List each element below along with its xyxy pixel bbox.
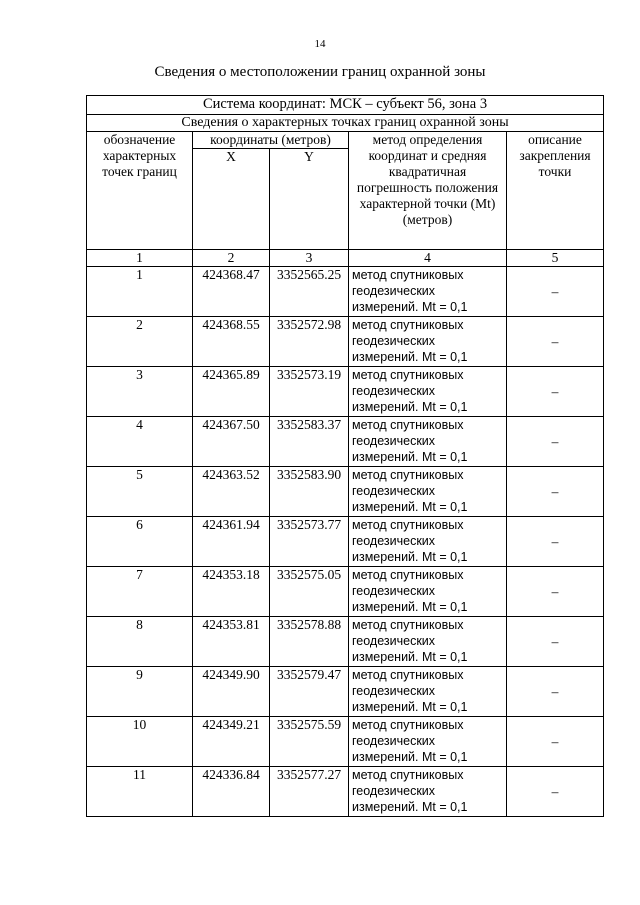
method-cell: метод спутниковых геодезических измерений. Mt = 0,1	[349, 667, 507, 717]
x-coordinate-cell: 424336.84	[193, 767, 270, 817]
table-row	[87, 767, 604, 817]
table-row	[87, 417, 604, 467]
point-number-cell: 8	[87, 617, 193, 667]
header-y: Y	[270, 149, 349, 250]
table-row	[87, 367, 604, 417]
method-cell: метод спутниковых геодезических измерений. Mt = 0,1	[349, 467, 507, 517]
method-cell: метод спутниковых геодезических измерений. Mt = 0,1	[349, 567, 507, 617]
point-number-cell: 1	[87, 267, 193, 317]
header-method: метод определения координат и средняя квадратичная погрешность положения характерной точки (Мt) (метров)	[349, 132, 507, 250]
y-coordinate-cell: 3352583.90	[270, 467, 349, 517]
y-coordinate-cell: 3352575.05	[270, 567, 349, 617]
x-coordinate-cell: 424353.81	[193, 617, 270, 667]
column-number-row	[87, 250, 604, 267]
description-cell: –	[507, 317, 604, 367]
y-coordinate-cell: 3352578.88	[270, 617, 349, 667]
point-number-cell: 9	[87, 667, 193, 717]
method-cell: метод спутниковых геодезических измерений. Mt = 0,1	[349, 367, 507, 417]
point-number-cell: 4	[87, 417, 193, 467]
method-cell: метод спутниковых геодезических измерений. Mt = 0,1	[349, 417, 507, 467]
header-designation: обозначение характерных точек границ	[87, 132, 193, 250]
point-number-cell: 5	[87, 467, 193, 517]
point-number-cell: 7	[87, 567, 193, 617]
description-cell: –	[507, 617, 604, 667]
method-cell: метод спутниковых геодезических измерений. Mt = 0,1	[349, 317, 507, 367]
header-x: X	[193, 149, 270, 250]
description-cell: –	[507, 767, 604, 817]
point-number-cell: 2	[87, 317, 193, 367]
x-coordinate-cell: 424367.50	[193, 417, 270, 467]
x-coordinate-cell: 424368.55	[193, 317, 270, 367]
column-number: 3	[270, 250, 349, 267]
x-coordinate-cell: 424353.18	[193, 567, 270, 617]
table-row	[87, 467, 604, 517]
description-cell: –	[507, 567, 604, 617]
header-description: описание закрепления точки	[507, 132, 604, 250]
x-coordinate-cell: 424368.47	[193, 267, 270, 317]
point-number-cell: 11	[87, 767, 193, 817]
y-coordinate-cell: 3352573.19	[270, 367, 349, 417]
method-cell: метод спутниковых геодезических измерений. Mt = 0,1	[349, 267, 507, 317]
y-coordinate-cell: 3352572.98	[270, 317, 349, 367]
table-row	[87, 517, 604, 567]
coordinate-system-row: Система координат: МСК – субъект 56, зона 3	[87, 96, 604, 115]
description-cell: –	[507, 467, 604, 517]
boundary-points-table	[86, 95, 604, 817]
table-row	[87, 717, 604, 767]
y-coordinate-cell: 3352573.77	[270, 517, 349, 567]
column-number: 2	[193, 250, 270, 267]
points-info-row: Сведения о характерных точках границ охранной зоны	[87, 115, 604, 132]
description-cell: –	[507, 267, 604, 317]
x-coordinate-cell: 424349.21	[193, 717, 270, 767]
point-number-cell: 6	[87, 517, 193, 567]
table-row	[87, 617, 604, 667]
method-cell: метод спутниковых геодезических измерений. Mt = 0,1	[349, 617, 507, 667]
description-cell: –	[507, 417, 604, 467]
x-coordinate-cell: 424365.89	[193, 367, 270, 417]
table-row	[87, 567, 604, 617]
description-cell: –	[507, 667, 604, 717]
table-row	[87, 317, 604, 367]
table-row	[87, 267, 604, 317]
page-number: 14	[314, 38, 326, 50]
y-coordinate-cell: 3352565.25	[270, 267, 349, 317]
column-number: 4	[349, 250, 507, 267]
column-number: 5	[507, 250, 604, 267]
header-coordinates: координаты (метров)	[193, 132, 349, 149]
x-coordinate-cell: 424363.52	[193, 467, 270, 517]
description-cell: –	[507, 367, 604, 417]
y-coordinate-cell: 3352577.27	[270, 767, 349, 817]
x-coordinate-cell: 424361.94	[193, 517, 270, 567]
method-cell: метод спутниковых геодезических измерений. Mt = 0,1	[349, 767, 507, 817]
y-coordinate-cell: 3352583.37	[270, 417, 349, 467]
table-row	[87, 667, 604, 717]
column-number: 1	[87, 250, 193, 267]
method-cell: метод спутниковых геодезических измерений. Mt = 0,1	[349, 717, 507, 767]
y-coordinate-cell: 3352579.47	[270, 667, 349, 717]
description-cell: –	[507, 717, 604, 767]
y-coordinate-cell: 3352575.59	[270, 717, 349, 767]
point-number-cell: 3	[87, 367, 193, 417]
x-coordinate-cell: 424349.90	[193, 667, 270, 717]
document-title: Сведения о местоположении границ охранной зоны	[154, 64, 486, 80]
point-number-cell: 10	[87, 717, 193, 767]
description-cell: –	[507, 517, 604, 567]
method-cell: метод спутниковых геодезических измерений. Mt = 0,1	[349, 517, 507, 567]
